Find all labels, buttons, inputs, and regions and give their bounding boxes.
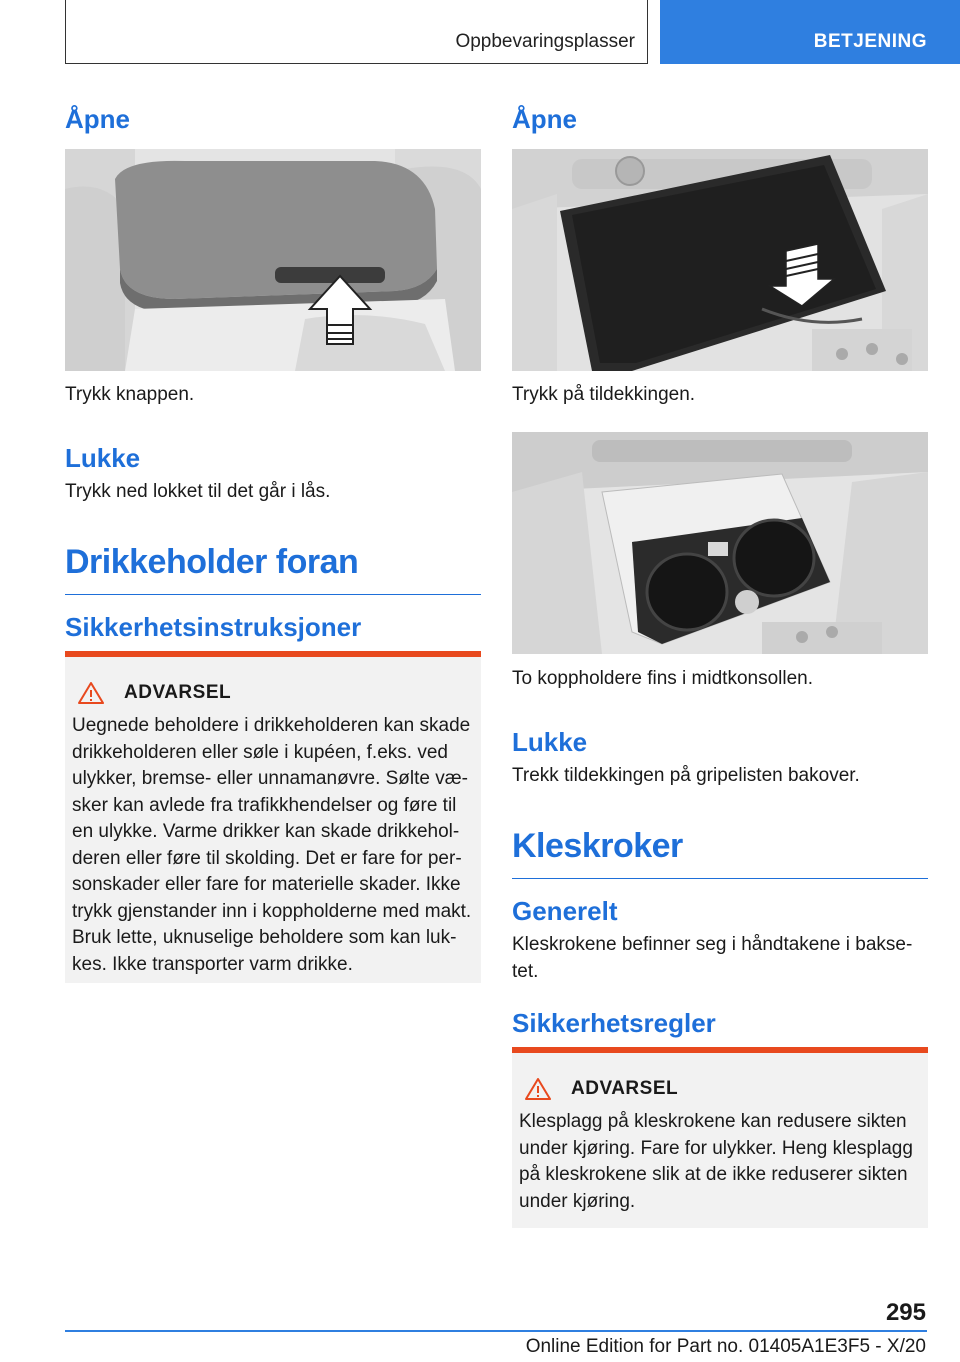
warning-text [519, 1109, 920, 1215]
cupholder-caption: To koppholdere fins i midtkonsollen. [512, 668, 814, 689]
cupholder-warning-box [65, 651, 481, 983]
cupholders-image [512, 432, 928, 654]
warning-text [72, 713, 473, 978]
armrest-close-text: Trykk ned lokket til det går i lås. [65, 481, 331, 502]
warning-line: under kjøring. Fare for ulykker. Heng klesplagg [519, 1137, 913, 1159]
cupholder-front-heading: Drikkeholder foran [65, 543, 481, 595]
warning-line: sker kan avlede fra trafikkhendelser og føre til [72, 794, 457, 816]
general-text [512, 931, 928, 985]
warning-header [525, 1077, 920, 1101]
warning-line: Uegnede beholdere i drikkeholderen kan skade [72, 715, 471, 736]
general-line: Kleskrokene befinner seg i håndtakene i bakse- [512, 934, 913, 955]
cover-open-heading: Åpne [512, 104, 577, 134]
console-cover-image [512, 149, 928, 371]
armrest-close-heading: Lukke [65, 443, 141, 473]
warning-line: på kleskrokene slik at de ikke reduserer sikten [519, 1164, 908, 1185]
armrest-open-caption: Trykk knappen. [65, 384, 195, 405]
warning-line: Bruk lette, uknuselige beholdere som kan luk- [72, 927, 457, 948]
header-chapter-tab[interactable] [660, 0, 960, 64]
general-line: tet. [512, 961, 539, 982]
warning-line: deren eller føre til skolding. Det er fare for per- [72, 847, 462, 869]
warning-title: ADVARSEL [571, 1078, 679, 1099]
warning-triangle-icon [78, 681, 104, 705]
page-number: 295 [885, 1299, 926, 1326]
warning-line: ulykker, bremse- eller unnamanøvre. Sølte væ- [72, 768, 468, 789]
header-section-box [65, 0, 648, 64]
coat-hooks-heading: Kleskroker [512, 827, 928, 879]
cupholder-safety-heading: Sikkerhetsinstruksjoner [65, 612, 362, 642]
cover-close-heading: Lukke [512, 727, 588, 757]
cupholders-illustration [512, 432, 928, 654]
general-heading: Generelt [512, 896, 618, 926]
cover-close-text: Trekk tildekkingen på gripelisten bakover. [512, 765, 860, 786]
armrest-image [65, 149, 481, 371]
console-cover-illustration [512, 149, 928, 371]
header-chapter-title: BETJENING [813, 31, 927, 52]
warning-line: trykk gjenstander inn i koppholderne med makt. [72, 900, 472, 922]
warning-line: kes. Ikke transporter varm drikke. [72, 953, 353, 975]
warning-header [78, 681, 473, 705]
coat-hooks-warning-box [512, 1047, 928, 1228]
warning-line: drikkeholderen eller søle i kupéen, f.eks. ved [72, 741, 448, 763]
warning-line: sonskader eller fare for materielle skader. Ikke [72, 874, 461, 895]
warning-line: en ulykke. Varme drikker kan skade drikkehol- [72, 821, 460, 842]
warning-title: ADVARSEL [124, 682, 232, 703]
cover-open-caption: Trykk på tildekkingen. [512, 384, 696, 405]
footer-edition-link[interactable]: Online Edition for Part no. 01405A1E3F5 - X/20 [525, 1336, 926, 1357]
armrest-illustration [65, 149, 481, 371]
header-section-title: Oppbevaringsplasser [455, 31, 635, 52]
warning-line: under kjøring. [519, 1190, 636, 1212]
armrest-open-heading: Åpne [65, 104, 130, 134]
warning-line: Klesplagg på kleskrokene kan redusere sikten [519, 1111, 907, 1132]
footer-divider [65, 1330, 927, 1332]
warning-triangle-icon [525, 1077, 551, 1101]
coat-hooks-safety-heading: Sikkerhetsregler [512, 1008, 716, 1038]
